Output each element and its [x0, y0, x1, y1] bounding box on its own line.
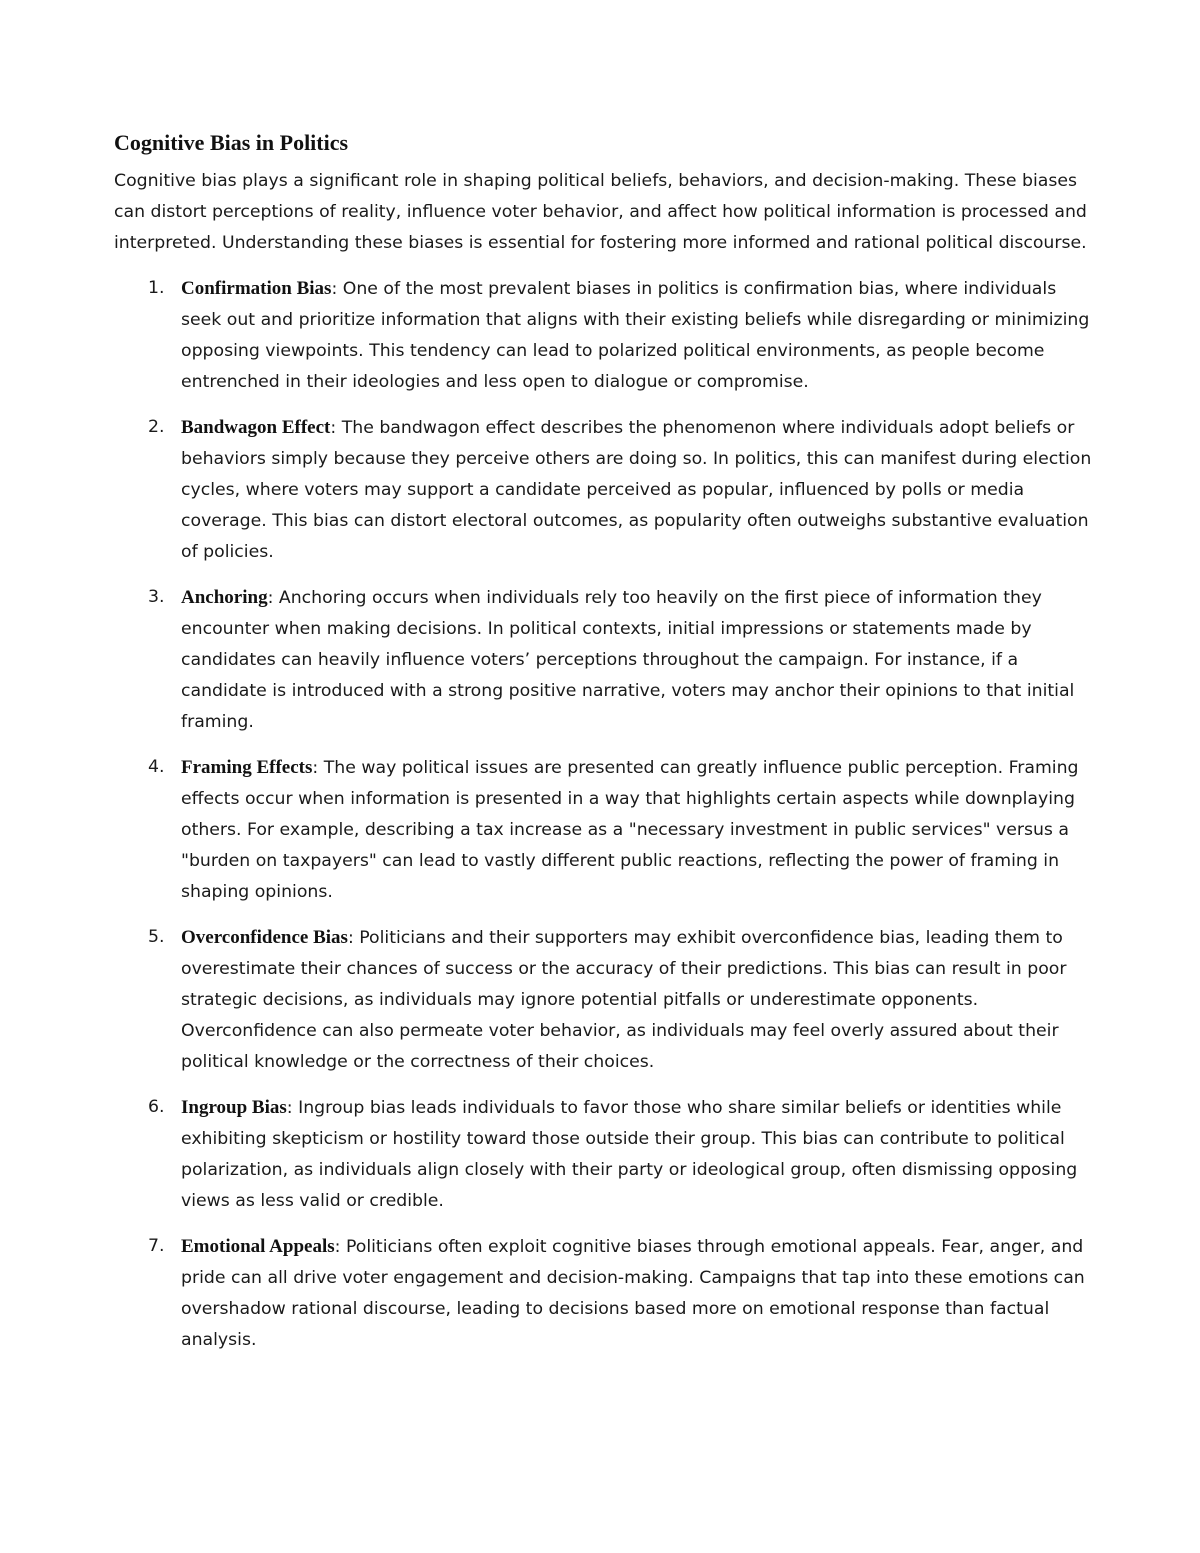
list-item-term: Ingroup Bias — [181, 1097, 287, 1118]
list-item — [114, 273, 1094, 398]
list-item-text: : The bandwagon effect describes the phenomenon where individuals adopt beliefs or behaviors simply because they perceive others are doing so. In politics, this can manifest during election cycles, where voters may support a candidate perceived as popular, influenced by polls or media coverage. This bias can distort electoral outcomes, as popularity often outweighs substantive evaluation of policies. — [181, 418, 1092, 562]
list-item-number: 5. — [148, 927, 165, 947]
document-body — [114, 126, 1094, 1370]
list-item — [114, 412, 1094, 568]
list-item-text: : The way political issues are presented can greatly influence public perception. Framing effects occur when information is presented in a way that highlights certain aspects while downplaying others. For example, describing a tax increase as a "necessary investment in public services" versus a "burden on taxpayers" can lead to vastly different public reactions, reflecting the power of framing in shaping opinions. — [181, 758, 1079, 902]
list-item — [114, 1092, 1094, 1217]
list-item-term: Overconfidence Bias — [181, 927, 348, 948]
list-item-text: : One of the most prevalent biases in politics is confirmation bias, where individuals seek out and prioritize information that aligns with their existing beliefs while disregarding or minimizing opposing viewpoints. This tendency can lead to polarized political environments, as people become entrenched in their ideologies and less open to dialogue or compromise. — [181, 279, 1090, 392]
list-item-term: Confirmation Bias — [181, 278, 332, 299]
list-item-term: Bandwagon Effect — [181, 417, 331, 438]
list-item-number: 6. — [148, 1097, 165, 1117]
document-title: Cognitive Bias in Politics — [114, 130, 349, 155]
list-item — [114, 922, 1094, 1078]
list-item-number: 2. — [148, 417, 165, 437]
list-item-term: Framing Effects — [181, 757, 313, 778]
list-item-number: 4. — [148, 757, 165, 777]
list-item-number: 1. — [148, 278, 165, 298]
list-item-text: : Ingroup bias leads individuals to favor those who share similar beliefs or identities while exhibiting skepticism or hostility toward those outside their group. This bias can contribute to political polarization, as individuals align closely with their party or ideological group, often dismissing opposing views as less valid or credible. — [181, 1098, 1078, 1211]
list-item — [114, 582, 1094, 738]
list-item-number: 3. — [148, 587, 165, 607]
list-item-number: 7. — [148, 1236, 165, 1256]
list-item — [114, 752, 1094, 908]
list-item-term: Emotional Appeals — [181, 1236, 335, 1257]
list-item-text: : Anchoring occurs when individuals rely too heavily on the first piece of information they encounter when making decisions. In political contexts, initial impressions or statements made by candidates can heavily influence voters’ perceptions throughout the campaign. For instance, if a candidate is introduced with a strong positive narrative, voters may anchor their opinions to that initial framing. — [181, 588, 1075, 732]
list-item — [114, 1231, 1094, 1356]
list-item-term: Anchoring — [181, 587, 268, 608]
intro-paragraph: Cognitive bias plays a significant role in shaping political beliefs, behaviors, and decision-making. These biases can distort perceptions of reality, influence voter behavior, and affect how political information is processed and interpreted. Understanding these biases is essential for fostering more informed and rational political discourse. — [114, 171, 1087, 253]
list-item-text: : Politicians often exploit cognitive biases through emotional appeals. Fear, anger, and pride can all drive voter engagement and decision-making. Campaigns that tap into these emotions can overshadow rational discourse, leading to decisions based more on emotional response than factual analysis. — [181, 1237, 1085, 1350]
list-item-text: : Politicians and their supporters may exhibit overconfidence bias, leading them to overestimate their chances of success or the accuracy of their predictions. This bias can result in poor strategic decisions, as individuals may ignore potential pitfalls or underestimate opponents. Overconfidence can also permeate voter behavior, as individuals may feel overly assured about their political knowledge or the correctness of their choices. — [181, 928, 1067, 1072]
bias-list — [114, 273, 1094, 1356]
